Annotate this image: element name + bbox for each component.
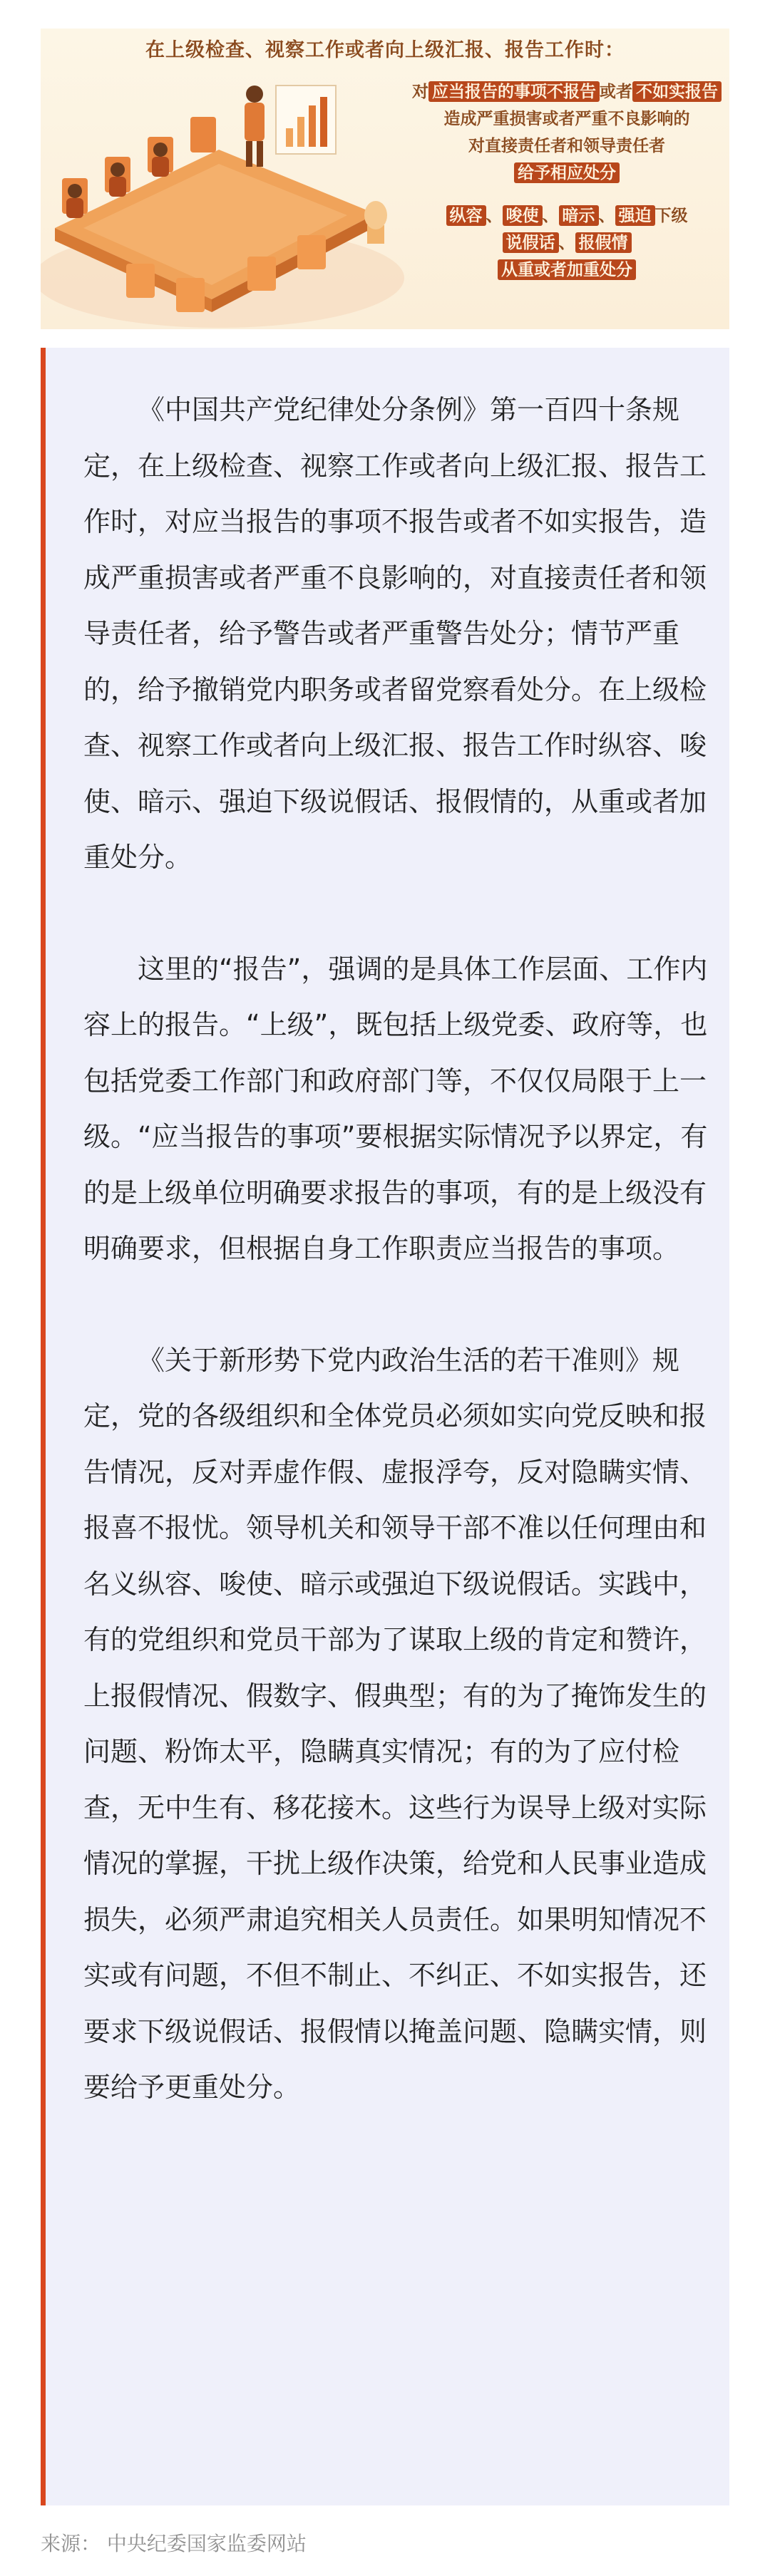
tag-hint: 暗示 bbox=[559, 205, 599, 226]
rule-line-1 bbox=[403, 78, 729, 105]
rule-line-3: 对直接责任者和领导责任者 bbox=[468, 136, 665, 155]
tag-false-report: 报假情 bbox=[575, 232, 632, 253]
article-body bbox=[83, 382, 708, 2171]
article-paragraph-1: 《中国共产党纪律处分条例》第一百四十条规定，在上级检查、视察工作或者向上级汇报、报告工作时，对应当报告的事项不报告或者不如实报告，造成严重损害或者严重不良影响的，对直接责任者和领导责任者，给予警告或者严重警告处分；情节严重的，给予撤销党内职务或者留党察看处分。在上级检查、视察工作或者向上级汇报、报告工作时纵容、唆使、暗示、强迫下级说假话、报假情的，从重或者加重处分。 bbox=[83, 394, 707, 873]
tag-condone: 纵容 bbox=[446, 205, 486, 226]
article-paragraph-2: 这里的“报告”，强调的是具体工作层面、工作内容上的报告。“上级”，既包括上级党委、政府等，也包括党委工作部门和政府部门等，不仅仅局限于上一级。“应当报告的事项”要根据实际情况予以界定，有的是上级单位明确要求报告的事项，有的是上级没有明确要求，但根据自身工作职责应当报告的事项。 bbox=[83, 953, 708, 1264]
rule-line-5-suffix: 下级 bbox=[654, 206, 688, 225]
tag-force: 强迫 bbox=[615, 205, 655, 226]
source-credit: 来源： 中央纪委国家监委网站 bbox=[41, 2532, 307, 2555]
rule-line-1-prefix: 对 bbox=[412, 82, 428, 101]
rule-highlight-not-report: 应当报告的事项不报告 bbox=[428, 81, 600, 102]
rule-line-4 bbox=[403, 160, 729, 187]
illustration-rule-summary bbox=[403, 78, 729, 284]
rule-line-2: 造成严重损害或者严重不良影响的 bbox=[443, 109, 690, 128]
rule-line-1-connector: 或者 bbox=[600, 82, 632, 101]
article-card bbox=[41, 348, 729, 2505]
article-paragraph-3: 《关于新形势下党内政治生活的若干准则》规定，党的各级组织和全体党员必须如实向党反映和报告情况，反对弄虚作假、虚报浮夸，反对隐瞒实情、报喜不报忧。领导机关和领导干部不准以任何理由和名义纵容、唆使、暗示或强迫下级说假话。实践中，有的党组织和党员干部为了谋取上级的肯定和赞许，上报假情况、假数字、假典型；有的为了掩饰发生的问题、粉饰太平，隐瞒真实情况；有的为了应付检查，无中生有、移花接木。这些行为误导上级对实际情况的掌握，干扰上级作决策，给党和人民事业造成损失，必须严肃追究相关人员责任。如果明知情况不实或有问题，不但不制止、不纠正、不如实报告，还要求下级说假话、报假情以掩盖问题、隐瞒实情，则要给予更重处分。 bbox=[83, 1344, 707, 2103]
meeting-illustration bbox=[41, 29, 729, 329]
rule-line-6: 说假话 、 报假情 bbox=[403, 229, 729, 257]
tag-false-words: 说假话 bbox=[503, 232, 559, 253]
rule-line-5: 纵容 、 唆使 、 暗示 、 强迫 下级 bbox=[403, 202, 729, 229]
tag-instigate: 唆使 bbox=[503, 205, 543, 226]
accent-bar bbox=[41, 348, 46, 2505]
rule-highlight-not-truthful: 不如实报告 bbox=[632, 81, 722, 102]
rule-highlight-penalty: 给予相应处分 bbox=[514, 162, 620, 183]
rule-line-7 bbox=[403, 257, 729, 284]
illustration-heading: 在上级检查、视察工作或者向上级汇报、报告工作时： bbox=[145, 39, 625, 61]
rule-highlight-heavier-penalty: 从重或者加重处分 bbox=[498, 259, 636, 280]
